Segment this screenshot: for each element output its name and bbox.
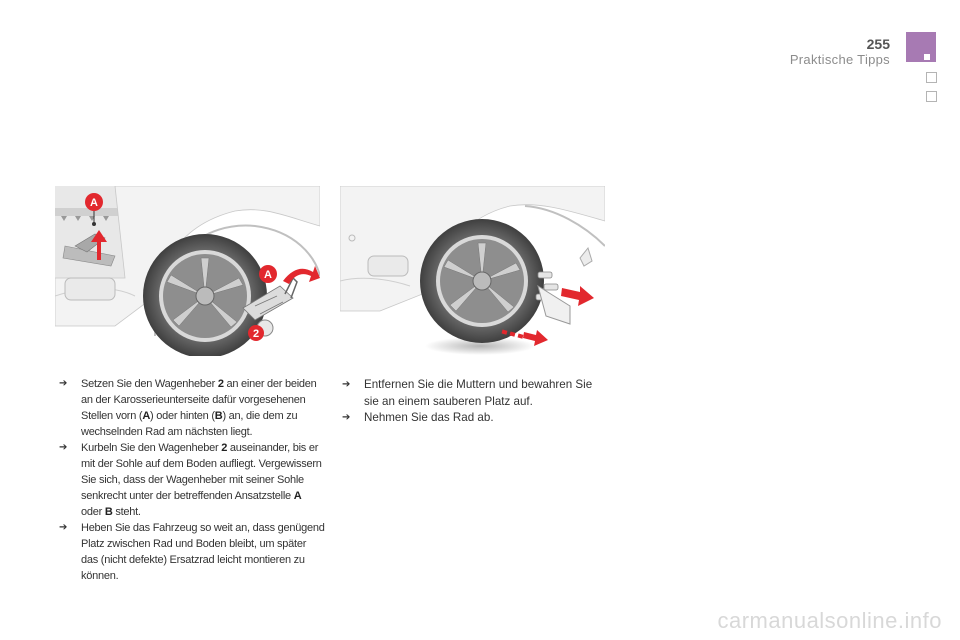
tab-dot xyxy=(924,54,930,60)
chapter-tab[interactable] xyxy=(926,91,937,102)
arrow-bullet-icon: ➔ xyxy=(59,522,68,533)
arrow-bullet-icon: ➔ xyxy=(59,378,68,389)
wheel-removal-illustration xyxy=(340,186,605,356)
label-a-inset: A xyxy=(90,197,98,209)
arrow-bullet-icon: ➔ xyxy=(59,442,68,453)
arrow-bullet-icon: ➔ xyxy=(342,379,351,390)
list-item: ➔ Heben Sie das Fahrzeug so weit an, dass genügend Platz zwischen Rad und Boden bleibt, um später das (nicht defekte) Ersatzrad leicht montieren zu können. xyxy=(59,522,325,582)
list-item: ➔ Setzen Sie den Wagenheber 2 an einer der beiden an der Karosserieunterseite dafür vorgesehenen Stellen vorn (A) oder hinten (B) an, die dem zu wechselnden Rad am nächsten liegt. xyxy=(59,378,317,438)
list-item: ➔ Kurbeln Sie den Wagenheber 2 auseinander, bis er mit der Sohle auf dem Boden aufliegt. Vergewissern Sie sich, dass der Wagenheber mit seiner Sohle senkrecht unter der betreffenden Ansatzstelle A oder B steht. xyxy=(59,442,322,518)
label-a-jack: A xyxy=(264,269,272,281)
watermark: carmanualsonline.info xyxy=(717,608,942,633)
arrow-bullet-icon: ➔ xyxy=(342,412,351,423)
page-header xyxy=(790,36,890,67)
instructions-right-column xyxy=(340,377,608,427)
chapter-tab-active[interactable] xyxy=(906,32,936,62)
page-number: 255 xyxy=(866,36,890,52)
label-2-jack: 2 xyxy=(252,328,260,340)
list-item: ➔ Nehmen Sie das Rad ab. xyxy=(340,410,608,427)
list-item: ➔ Entfernen Sie die Muttern und bewahren Sie sie an einem sauberen Platz auf. xyxy=(342,378,593,408)
instructions-left-column xyxy=(57,376,325,584)
chapter-tab[interactable] xyxy=(926,72,937,83)
section-title: Praktische Tipps xyxy=(789,52,890,67)
jack-placement-illustration xyxy=(55,186,320,356)
